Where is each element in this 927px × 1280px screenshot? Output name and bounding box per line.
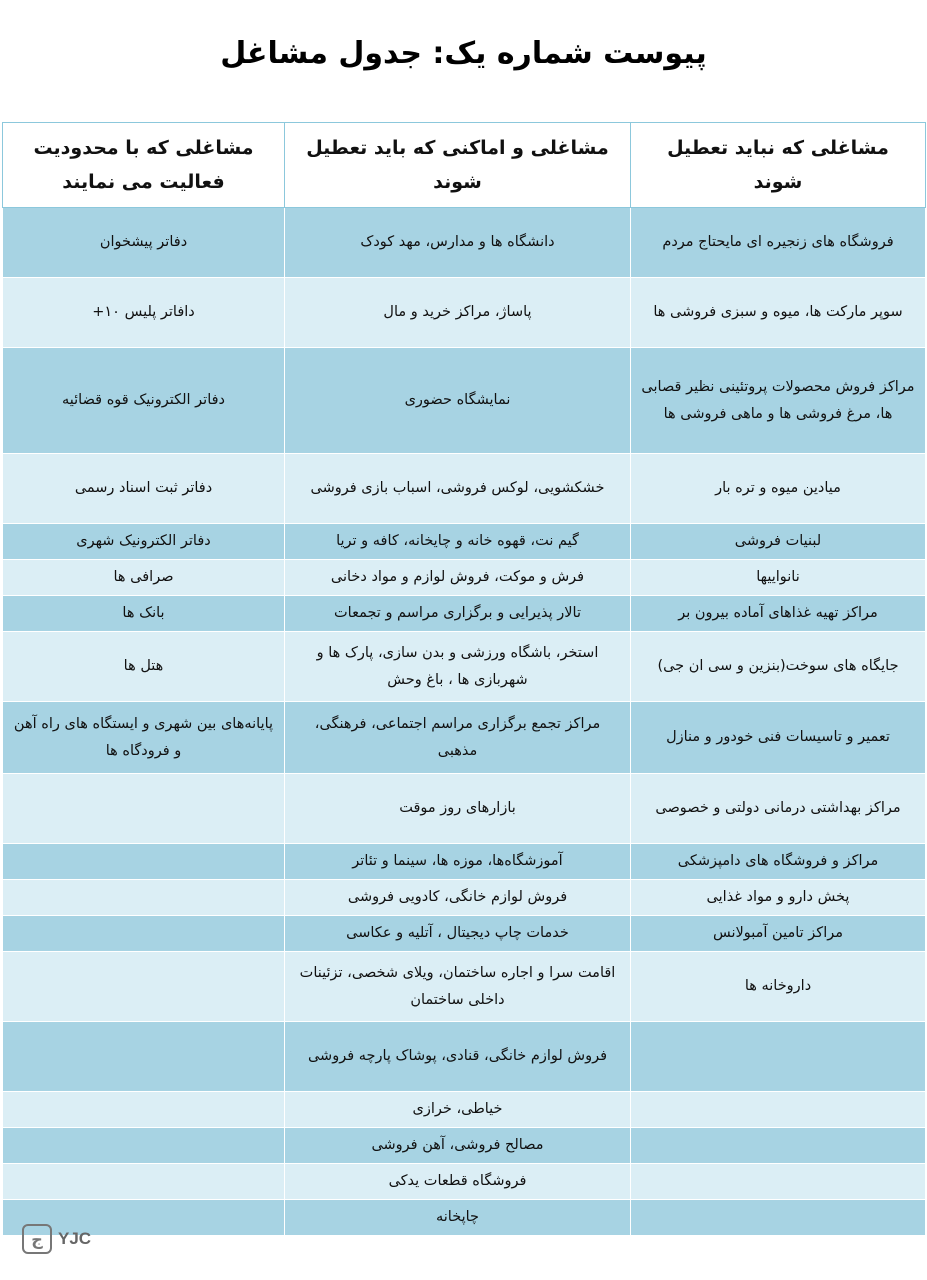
cell-closed: مصالح فروشی، آهن فروشی [285, 1128, 631, 1164]
cell-closed: خدمات چاپ دیجیتال ، آتلیه و عکاسی [285, 916, 631, 952]
table-row [3, 596, 926, 632]
cell-closed: اقامت سرا و اجاره ساختمان، ویلای شخصی، تزئینات داخلی ساختمان [285, 952, 631, 1022]
cell-essential [631, 1022, 926, 1092]
watermark-text: YJC [58, 1229, 92, 1248]
cell-limited [3, 1164, 285, 1200]
table-row [3, 348, 926, 454]
cell-limited [3, 1022, 285, 1092]
cell-closed: گیم نت، قهوه خانه و چایخانه، کافه و تریا [285, 524, 631, 560]
cell-closed: خشکشویی، لوکس فروشی، اسباب بازی فروشی [285, 454, 631, 524]
table-row [3, 524, 926, 560]
cell-limited: پایانه‌های بین شهری و ایستگاه های راه آهن و فرودگاه ها [3, 702, 285, 774]
table-row [3, 632, 926, 702]
cell-essential: جایگاه های سوخت(بنزین و سی ان جی) [631, 632, 926, 702]
cell-limited: صرافی ها [3, 560, 285, 596]
table-row [3, 880, 926, 916]
cell-essential: نانواییها [631, 560, 926, 596]
cell-closed: پاساژ، مراکز خرید و مال [285, 278, 631, 348]
cell-limited [3, 1128, 285, 1164]
cell-essential: تعمیر و تاسیسات فنی خودور و منازل [631, 702, 926, 774]
cell-essential: مراکز و فروشگاه های دامپزشکی [631, 844, 926, 880]
table-row [3, 1092, 926, 1128]
cell-limited: دفاتر الکترونیک قوه قضائیه [3, 348, 285, 454]
cell-closed: مراکز تجمع برگزاری مراسم اجتماعی، فرهنگی، مذهبی [285, 702, 631, 774]
table-row [3, 454, 926, 524]
cell-limited: دفاتر ثبت اسناد رسمی [3, 454, 285, 524]
cell-limited [3, 916, 285, 952]
cell-essential: لبنیات فروشی [631, 524, 926, 560]
cell-limited [3, 1092, 285, 1128]
cell-limited: دفاتر پیشخوان [3, 208, 285, 278]
table-row [3, 844, 926, 880]
cell-closed: آموزشگاه‌ها، موزه ها، سینما و تئاتر [285, 844, 631, 880]
cell-limited: هتل ها [3, 632, 285, 702]
header-closed-jobs: مشاغلی و اماکنی که باید تعطیل شوند [285, 123, 631, 208]
table-row [3, 916, 926, 952]
cell-essential: پخش دارو و مواد غذایی [631, 880, 926, 916]
table-header-row [3, 123, 926, 208]
cell-limited [3, 880, 285, 916]
cell-essential: مراکز تهیه غذاهای آماده بیرون بر [631, 596, 926, 632]
cell-limited [3, 952, 285, 1022]
cell-closed: بازارهای روز موقت [285, 774, 631, 844]
cell-essential: مراکز تامین آمبولانس [631, 916, 926, 952]
table-row [3, 1200, 926, 1236]
table-row [3, 278, 926, 348]
cell-closed: نمایشگاه حضوری [285, 348, 631, 454]
cell-essential: فروشگاه های زنجیره ای مایحتاج مردم [631, 208, 926, 278]
cell-essential [631, 1164, 926, 1200]
table-row [3, 1022, 926, 1092]
cell-limited: دفاتر الکترونیک شهری [3, 524, 285, 560]
cell-essential: مراکز بهداشتی درمانی دولتی و خصوصی [631, 774, 926, 844]
yjc-watermark [22, 1222, 112, 1256]
cell-closed: خیاطی، خرازی [285, 1092, 631, 1128]
cell-essential: میادین میوه و تره بار [631, 454, 926, 524]
header-limited-jobs: مشاغلی که با محدودیت فعالیت می نمایند [3, 123, 285, 208]
table-row [3, 774, 926, 844]
yjc-logo-icon: ج [22, 1224, 52, 1254]
cell-closed: فرش و موکت، فروش لوازم و مواد دخانی [285, 560, 631, 596]
table-row [3, 702, 926, 774]
cell-closed: فروش لوازم خانگی، کادویی فروشی [285, 880, 631, 916]
header-essential-jobs: مشاغلی که نباید تعطیل شوند [631, 123, 926, 208]
cell-essential [631, 1128, 926, 1164]
cell-essential [631, 1092, 926, 1128]
cell-closed: استخر، باشگاه ورزشی و بدن سازی، پارک ها و شهربازی ها ، باغ وحش [285, 632, 631, 702]
cell-essential [631, 1200, 926, 1236]
cell-limited: دافاتر پلیس ۱۰+ [3, 278, 285, 348]
cell-closed: فروشگاه قطعات یدکی [285, 1164, 631, 1200]
cell-essential: سوپر مارکت ها، میوه و سبزی فروشی ها [631, 278, 926, 348]
table-row [3, 1128, 926, 1164]
cell-closed: دانشگاه ها و مدارس، مهد کودک [285, 208, 631, 278]
jobs-table [2, 122, 926, 1236]
cell-limited [3, 844, 285, 880]
cell-limited [3, 774, 285, 844]
cell-closed: چاپخانه [285, 1200, 631, 1236]
table-row [3, 208, 926, 278]
page-title: پیوست شماره یک: جدول مشاغل [220, 36, 707, 71]
table-row [3, 560, 926, 596]
table-row [3, 1164, 926, 1200]
cell-essential: داروخانه ها [631, 952, 926, 1022]
cell-closed: فروش لوازم خانگی، قنادی، پوشاک پارچه فروشی [285, 1022, 631, 1092]
cell-limited: بانک ها [3, 596, 285, 632]
cell-closed: تالار پذیرایی و برگزاری مراسم و تجمعات [285, 596, 631, 632]
cell-essential: مراکز فروش محصولات پروتئینی نظیر قصابی ها، مرغ فروشی ها و ماهی فروشی ها [631, 348, 926, 454]
table-row [3, 952, 926, 1022]
